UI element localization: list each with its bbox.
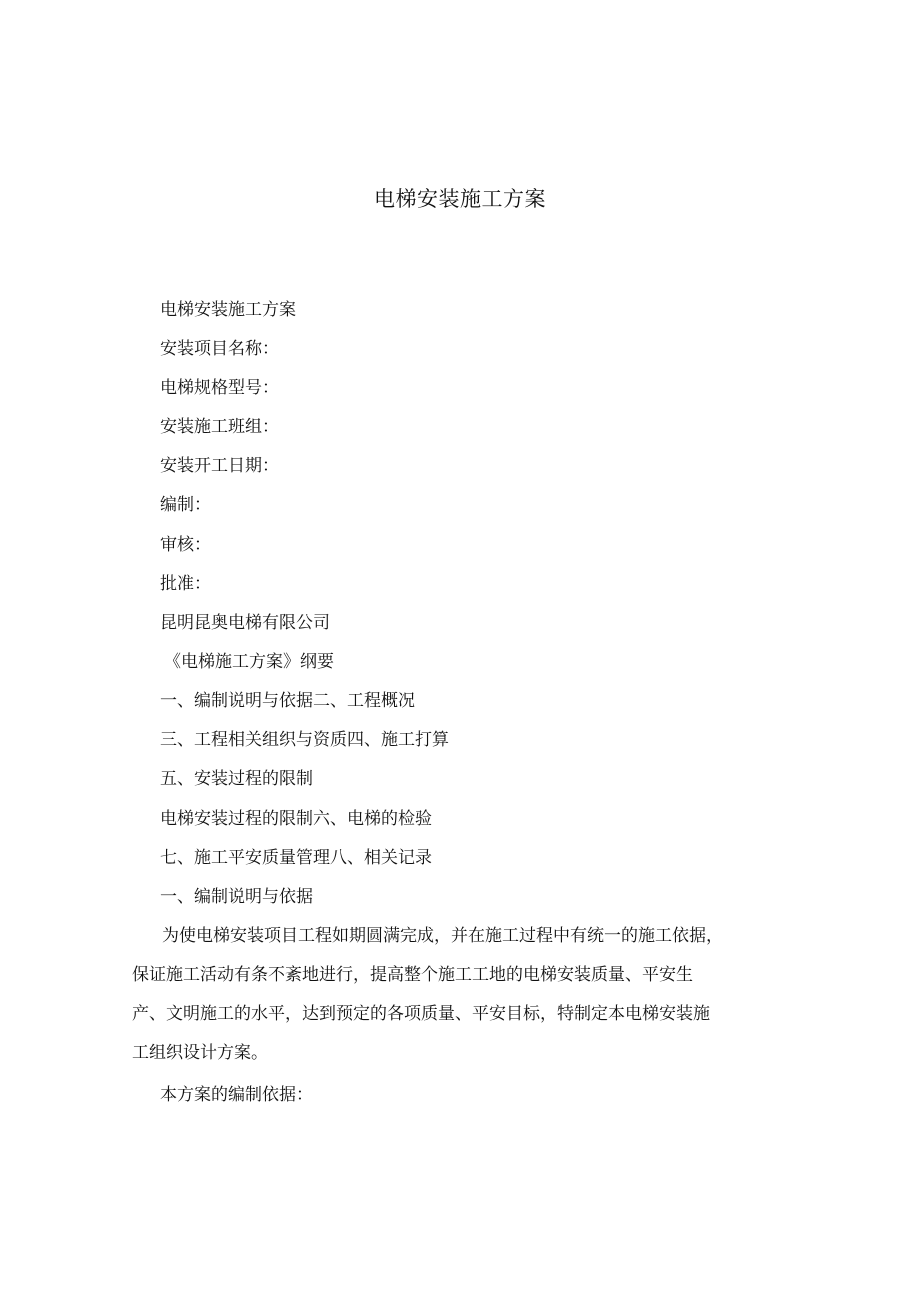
- document-title: 电梯安装施工方案: [374, 187, 546, 211]
- outline-item: 三、工程相关组织与资质四、施工打算: [160, 730, 449, 750]
- cover-line-elevator-model: 电梯规格型号：: [160, 378, 279, 398]
- cover-line-plan-name: 电梯安装施工方案: [160, 300, 296, 320]
- cover-line-reviewed-by: 审核：: [160, 535, 211, 555]
- cover-line-compiled-by: 编制：: [160, 495, 211, 515]
- basis-label: 本方案的编制依据：: [160, 1085, 313, 1105]
- cover-line-construction-team: 安装施工班组：: [160, 417, 279, 437]
- outline-item: 七、施工平安质量管理八、相关记录: [160, 848, 432, 868]
- outline-item: 电梯安装过程的限制六、电梯的检验: [160, 809, 432, 829]
- paragraph-line: 保证施工活动有条不紊地进行，提高整个施工工地的电梯安装质量、平安生: [132, 965, 693, 985]
- outline-title: 《电梯施工方案》纲要: [164, 652, 334, 672]
- outline-item: 一、编制说明与依据二、工程概况: [160, 691, 415, 711]
- cover-line-start-date: 安装开工日期：: [160, 456, 279, 476]
- body-paragraph: [132, 917, 782, 1073]
- cover-line-project-name: 安装项目名称：: [160, 339, 279, 359]
- paragraph-line: 为使电梯安装项目工程如期圆满完成，并在施工过程中有统一的施工依据，: [162, 926, 723, 946]
- cover-line-approved-by: 批准：: [160, 574, 211, 594]
- company-name: 昆明昆奥电梯有限公司: [160, 613, 330, 633]
- paragraph-line: 产、文明施工的水平，达到预定的各项质量、平安目标，特制定本电梯安装施: [132, 1004, 710, 1024]
- paragraph-line: 工组织设计方案。: [132, 1043, 268, 1063]
- section-heading: 一、编制说明与依据: [160, 887, 313, 907]
- outline-item: 五、安装过程的限制: [160, 769, 313, 789]
